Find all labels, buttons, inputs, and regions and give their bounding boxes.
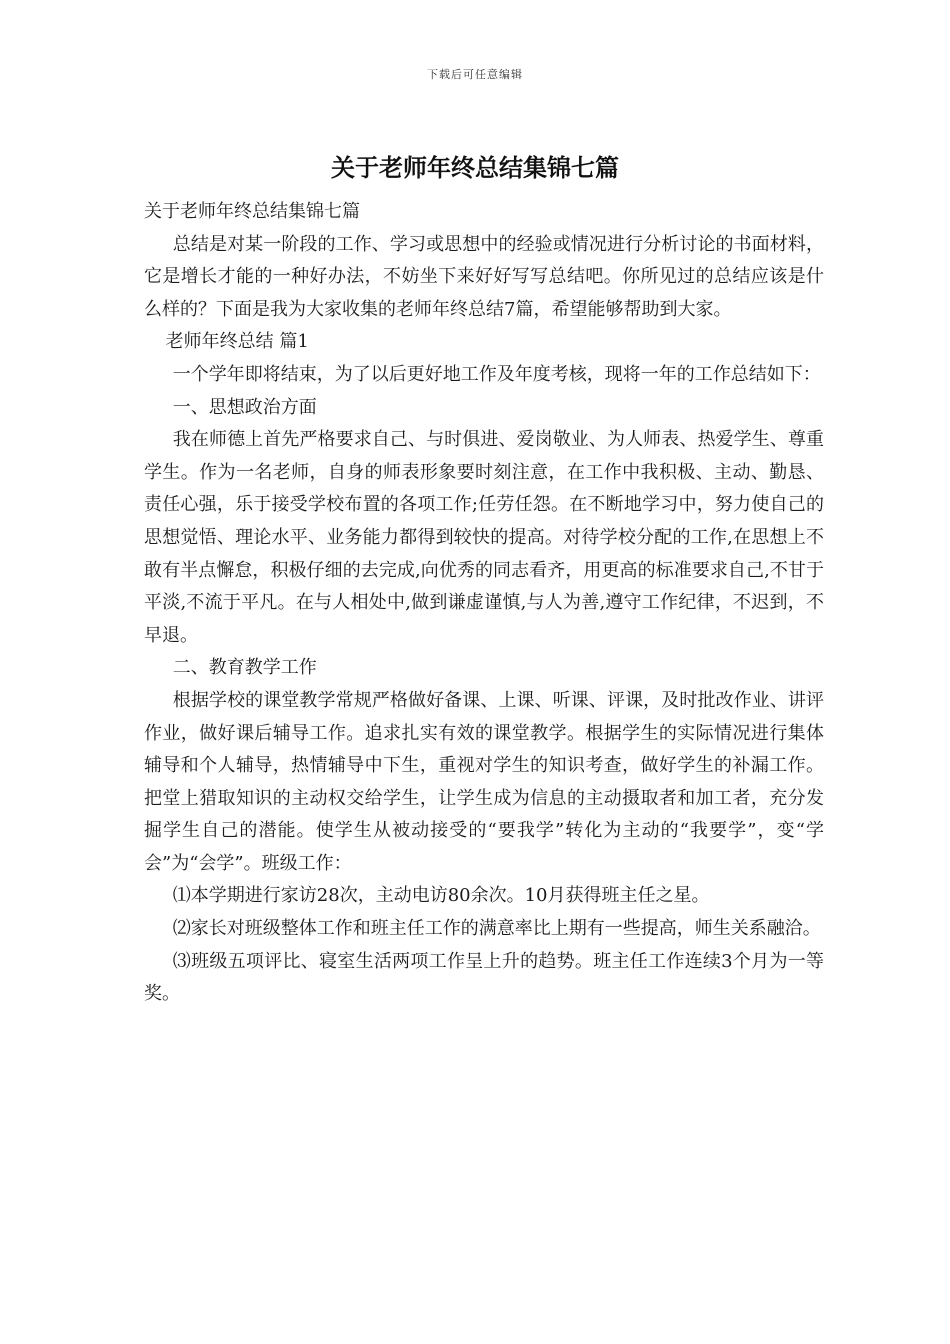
opening-paragraph: 一个学年即将结束，为了以后更好地工作及年度考核，现将一年的工作总结如下： bbox=[172, 363, 821, 385]
section-heading-politics: 一、思想政治方面 bbox=[172, 396, 317, 418]
section-body-teaching: 根据学校的课堂教学常规严格做好备课、上课、听课、评课，及时批改作业、讲评作业，做好课后辅导工作。追求扎实有效的课堂教学。根据学生的实际情况进行集体辅导和个人辅导，热情辅导中下生，重视对学生的知识考查，做好学生的补漏工作。把堂上猎取知识的主动权交给学生，让学生成为信息的主动摄取者和加工者，充分发掘学生自己的潜能。使学生从被动接受的“要我学”转化为主动的“我要学”，变“学会”为“会学”。班级工作： bbox=[144, 689, 824, 874]
list-item: ⑴本学期进行家访28次，主动电访80余次。10月获得班主任之星。 bbox=[172, 885, 710, 907]
subtitle: 关于老师年终总结集锦七篇 bbox=[144, 201, 360, 222]
article-heading: 老师年终总结 篇1 bbox=[165, 331, 309, 353]
document-title: 关于老师年终总结集锦七篇 bbox=[331, 153, 619, 182]
list-item: ⑵家长对班级整体工作和班主任工作的满意率比上期有一些提高，师生关系融洽。 bbox=[172, 918, 821, 940]
section-body-politics: 我在师德上首先严格要求自己、与时俱进、爱岗敬业、为人师表、热爱学生、尊重学生。作为一名老师，自身的师表形象要时刻注意，在工作中我积极、主动、勤恳、责任心强，乐于接受学校布置的各项工作;任劳任怨。在不断地学习中，努力使自己的思想觉悟、理论水平、业务能力都得到较快的提高。对待学校分配的工作,在思想上不敢有半点懈怠，积极仔细的去完成,向优秀的同志看齐，用更高的标准要求自己,不甘于平淡,不流于平凡。在与人相处中,做到谦虚谨慎,与人为善,遵守工作纪律，不迟到，不早退。 bbox=[144, 429, 824, 646]
list-item: ⑶班级五项评比、寝室生活两项工作呈上升的趋势。班主任工作连续3个月为一等奖。 bbox=[144, 950, 824, 1005]
header-note: 下载后可任意编辑 bbox=[427, 68, 523, 81]
section-heading-teaching: 二、教育教学工作 bbox=[172, 657, 317, 679]
intro-paragraph: 总结是对某一阶段的工作、学习或思想中的经验或情况进行分析讨论的书面材料，它是增长才能的一种好办法，不妨坐下来好好写写总结吧。你所见过的总结应该是什么样的？下面是我为大家收集的老师年终总结7篇，希望能够帮助到大家。 bbox=[144, 233, 824, 320]
document-body bbox=[144, 196, 824, 1011]
